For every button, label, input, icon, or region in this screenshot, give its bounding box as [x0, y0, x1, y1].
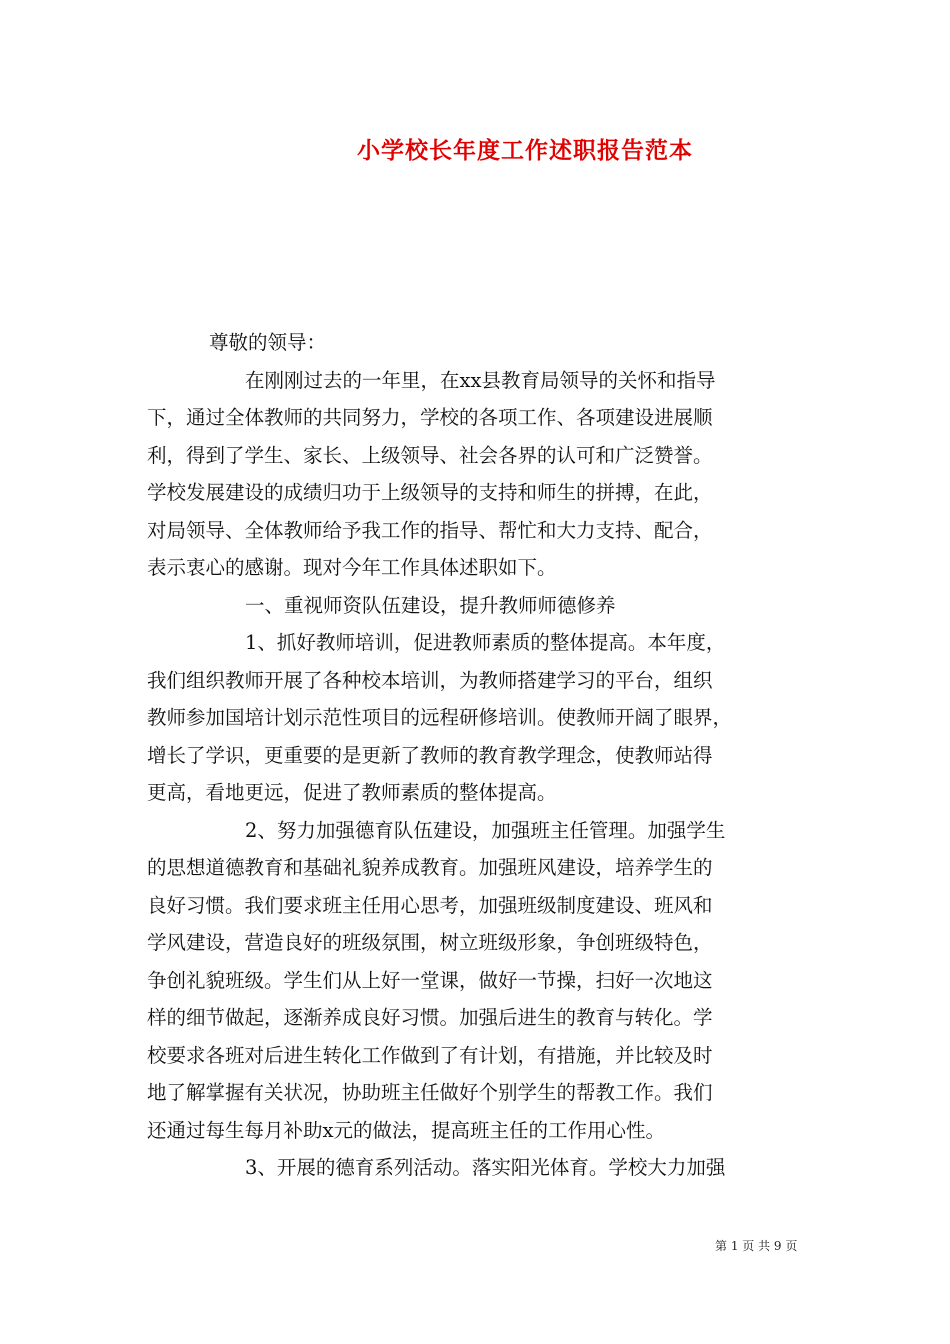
paragraph-line: 在刚刚过去的一年里，在xx县教育局领导的关怀和指导: [245, 368, 716, 392]
paragraph-line: 教师参加国培计划示范性项目的远程研修培训。使教师开阔了眼界，: [147, 706, 733, 729]
paragraph-line: 争创礼貌班级。学生们从上好一堂课，做好一节操，扫好一次地这: [147, 968, 713, 992]
paragraph-line: 良好习惯。我们要求班主任用心思考，加强班级制度建设、班风和: [147, 893, 713, 917]
paragraph-line: 1、抓好教师培训，促进教师素质的整体提高。本年度，: [245, 631, 726, 654]
paragraph-line: 学风建设，营造良好的班级氛围，树立班级形象，争创班级特色，: [147, 931, 713, 954]
paragraph-line: 利，得到了学生、家长、上级领导、社会各界的认可和广泛赞誉。: [147, 443, 713, 467]
section-heading: 一、重视师资队伍建设，提升教师师德修养: [245, 593, 616, 617]
paragraph-line: 我们组织教师开展了各种校本培训，为教师搭建学习的平台，组织: [147, 668, 713, 692]
paragraph-line: 还通过每生每月补助x元的做法，提高班主任的工作用心性。: [147, 1118, 665, 1142]
document-body: [147, 324, 807, 1187]
paragraph-line: 地了解掌握有关状况，协助班主任做好个别学生的帮教工作。我们: [147, 1081, 713, 1104]
paragraph-line: 3、开展的德育系列活动。落实阳光体育。学校大力加强: [245, 1156, 726, 1179]
document-title: 小学校长年度工作述职报告范本: [357, 137, 693, 164]
paragraph-line: 对局领导、全体教师给予我工作的指导、帮忙和大力支持、配合，: [147, 518, 713, 542]
page-number: 第 1 页 共 9 页: [715, 1239, 798, 1253]
paragraph-line: 表示衷心的感谢。现对今年工作具体述职如下。: [147, 556, 557, 579]
paragraph-line: 下，通过全体教师的共同努力，学校的各项工作、各项建设进展顺: [147, 406, 713, 429]
paragraph-line: 更高，看地更远，促进了教师素质的整体提高。: [147, 781, 557, 804]
paragraph-line: 学校发展建设的成绩归功于上级领导的支持和师生的拼搏，在此，: [147, 481, 713, 504]
paragraph-line: 2、努力加强德育队伍建设，加强班主任管理。加强学生: [245, 818, 726, 842]
salutation-line: 尊敬的领导：: [209, 331, 327, 354]
paragraph-line: 样的细节做起，逐渐养成良好习惯。加强后进生的教育与转化。学: [147, 1006, 713, 1029]
paragraph-line: 校要求各班对后进生转化工作做到了有计划，有措施，并比较及时: [147, 1043, 713, 1067]
paragraph-line: 的思想道德教育和基础礼貌养成教育。加强班风建设，培养学生的: [147, 856, 713, 879]
paragraph-line: 增长了学识，更重要的是更新了教师的教育教学理念，使教师站得: [147, 743, 713, 767]
